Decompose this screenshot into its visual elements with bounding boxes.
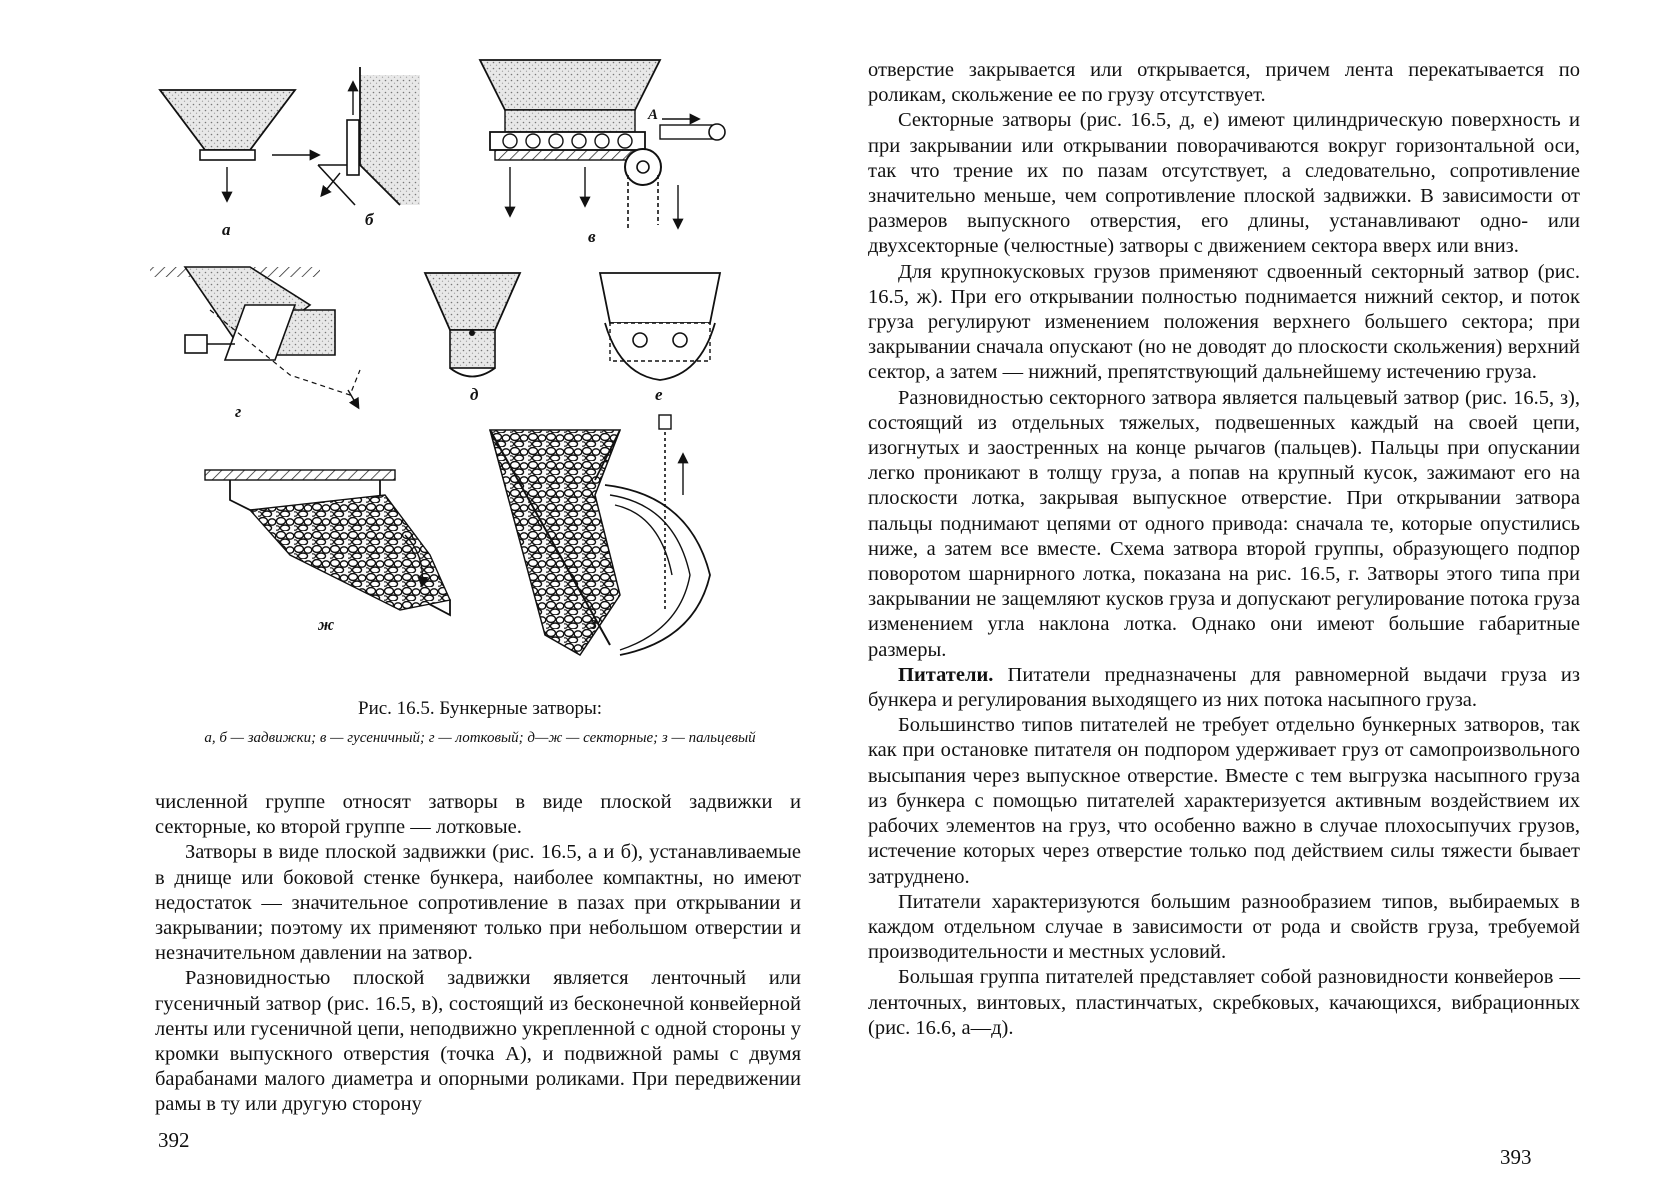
feeders-text: Питатели предназначены для равномерной выдачи груза из бункера и регулирования выходящего из них потока насыпного груза. [868,663,1580,712]
label-b: б [365,210,374,229]
diagram-zh [205,470,450,615]
label-z: з [590,613,597,632]
right-page [840,0,1679,1189]
page-number-right: 393 [1500,1145,1532,1169]
figure-caption-body: а, б — задвижки; в — гусеничный; г — лотковый; д—ж — секторные; з — пальцевый [204,730,756,746]
figure-16-5 [150,55,810,695]
figure-drawing [150,55,810,695]
paragraph: Разновидностью плоской задвижки является ленточный или гусеничный затвор (рис. 16.5, в), состоящий из бесконечной конвейерной ленты или гусеничной цепи, неподвижно укрепленной с одной стороны у кромки выпускного отверстия (точка А), и подвижной рамы с двумя барабанами малого диаметра и опорными роликами. При передвижении рамы в ту или другую сторону [155,967,801,1116]
paragraph: Большинство типов питателей не требует отдельно бункерных затворов, так как при остановке питателя он подпором удерживает груз от самопроизвольного высыпания через выпускное отверстие. Вместе с тем выгрузка насыпного груза из бункера с помощью питателей характеризуется активным воздействием их рабочих элементов на груз, что особенно важно в случае плохосыпучих грузов, истечение которых через отверстие только под действием силы тяжести бывает затруднено. [868,714,1580,888]
label-e: е [655,385,663,404]
paragraph: Секторные затворы (рис. 16.5, д, е) имеют цилиндрическую поверхность и при закрывании или открывании поворачиваются вокруг горизонтальной оси, так что трение их по пазам отсутствует, а следовательно, сопротивление значительно меньше, чем сопротивление плоской задвижки. В зависимости от размеров выпускного отверстия, его длины, устанавливают одно- или двухсекторные (челюстные) затворы с движением сектора вверх или вниз. [868,109,1580,258]
diagram-g [150,267,360,407]
feeders-paragraph [868,663,1580,713]
paragraph: Разновидностью секторного затвора является пальцевый затвор (рис. 16.5, з), состоящий из отдельных тяжелых, подвешенных каждый на своей цепи, изогнутых и заостренных на конце рычагов (пальцев). Пальцы при опускании легко проникают в толщу груза, а попав на крупный кусок, зажимают его на плоскости лотка, закрывая выпускное отверстие. При открывании затвора пальцы поднимают цепями от одного привода: сначала те, которые опустились ниже, а затем все вместе. Схема затвора второй группы, образующего подпор поворотом шарнирного лотка, показана на рис. 16.5, г. Затворы этого типа при закрывании не защемляют кусков груза и допускают регулирование потока груза изменением угла наклона лотка. Однако они имеют большие габаритные размеры. [868,386,1580,661]
paragraph: Затворы в виде плоской задвижки (рис. 16.5, а и б), устанавливаемые в днище или боковой стенке бункера, наиболее компактны, но имеют недостаток — значительное сопротивление в пазах при открывании и закрывании; поэтому их применяют только при небольшом отверстии и незначительном давлении на затвор. [155,841,801,965]
diagram-e [600,273,720,380]
label-point-a: A [648,107,659,123]
paragraph: Большая группа питателей представляет собой разновидности конвейеров — ленточных, винтовых, пластинчатых, скребковых, качающихся, вибрационных (рис. 16.6, а—д). [868,966,1580,1039]
paragraph: отверстие закрывается или открывается, причем лента перекатывается по роликам, скольжение ее по грузу отсутствует. [868,59,1580,107]
paragraph: Для крупнокусковых грузов применяют сдвоенный секторный затвор (рис. 16.5, ж). При его открывании полностью поднимается нижний сектор, и поток груза регулируют изменением положения верхнего большего сектора; при закрывании сначала опускают (но не доводят до плоскости скольжения) верхний сектор, а затем — нижний, препятствующий дальнейшему истечению груза. [868,260,1580,384]
page-number-left: 392 [158,1128,190,1152]
diagram-d [425,273,520,377]
diagram-z [490,415,710,655]
left-body-text [155,790,801,1118]
label-v: в [588,227,596,246]
diagram-b [318,67,420,205]
diagram-a [160,90,318,200]
figure-caption-title: Рис. 16.5. Бункерные затворы: [358,698,602,719]
diagram-v [480,60,725,230]
label-a: а [222,220,231,239]
paragraph: Питатели характеризуются большим разнообразием типов, выбираемых в каждом отдельном случае в зависимости от рода и свойств груза, требуемой производительности и местных условий. [868,890,1580,964]
right-body-text [868,58,1580,1041]
label-d: д [470,385,479,404]
feeders-heading: Питатели. [898,663,994,686]
label-g: г [235,402,242,421]
paragraph: численной группе относят затворы в виде плоской задвижки и секторные, ко второй группе — лотковые. [155,791,801,839]
label-zh: ж [318,615,335,634]
